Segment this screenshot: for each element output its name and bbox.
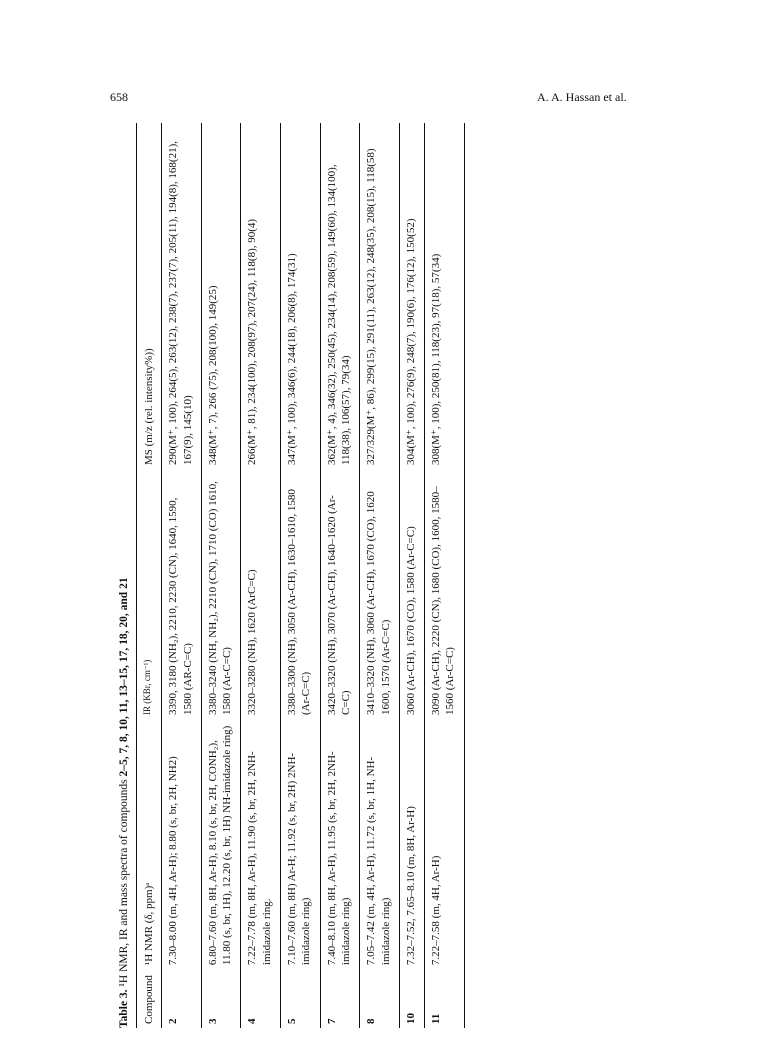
cell-nmr: 7.32–7.52, 7.65–8.10 (m, 8H, Ar-H)	[404, 806, 417, 966]
cell-ms: 304(M⁺, 100), 276(9), 248(7), 190(6), 176(12), 150(52)	[404, 218, 417, 466]
cell-compound: 7	[325, 1018, 338, 1024]
cell-ir: 3390, 3180 (NH₂), 2210, 2230 (CN), 1640, 1590, 1580 (AR-C=C)	[167, 497, 194, 716]
table-row	[281, 123, 321, 1028]
table-row	[360, 123, 400, 1028]
cell-ms: 308(M⁺, 100), 250(81), 118(23), 97(18), 57(34)	[430, 253, 443, 466]
cell-ir: 3320–3280 (NH), 1620 (ArC=C)	[246, 569, 259, 716]
table-row	[162, 123, 202, 1028]
cell-compound: 4	[246, 1018, 259, 1024]
cell-compound: 8	[365, 1018, 378, 1024]
cell-ir: 3380–3240 (NH, NH₂), 2210 (CN), 1710 (CO) 1610, 1580 (Ar-C=C)	[206, 481, 234, 716]
cell-ir: 3420–3320 (NH), 3070 (Ar-CH), 1640–1620 (Ar-C=C)	[325, 495, 352, 716]
table-row	[241, 123, 281, 1028]
table-row	[201, 123, 241, 1028]
cell-nmr: 6.80–7.60 (m, 8H, Ar-H), 8.10 (s, br, 2H, CONH₂), 11.80 (s, br, 1H), 12.20 (s, br, 1H) NH-imidazole ring)	[206, 725, 234, 966]
caption-text: ¹H NMR, IR and mass spectra of compounds	[118, 776, 130, 990]
cell-nmr: 7.10–7.60 (m, 8H) Ar-H; 11.92 (s, br, 2H) 2NH-imidazole ring)	[286, 752, 313, 966]
caption-label: Table 3.	[118, 989, 130, 1028]
header-ir: IR (KBr, cm⁻¹)	[142, 659, 152, 716]
page-number: 658	[110, 90, 128, 104]
cell-nmr: 7.05–7.42 (m, 4H, Ar-H), 11.72 (s, br, 1H, NH-imidazole ring)	[365, 756, 392, 966]
header-compound: Compound	[143, 975, 155, 1024]
table-row	[399, 123, 424, 1028]
cell-nmr: 7.40–8.10 (m, 8H, Ar-H), 11.95 (s, br, 2H, 2NH-imidazole ring)	[325, 751, 352, 966]
cell-ir: 3090 (Ar-CH), 2220 (CN), 1680 (CO), 1600, 1580–1560 (Ar-C=C)	[430, 486, 457, 716]
cell-compound: 2	[167, 1018, 180, 1024]
cell-nmr: 7.22–7.78 (m, 8H, Ar-H), 11.90 (s, br, 2H, 2NH-imidazole ring.	[246, 751, 273, 966]
table-caption	[118, 577, 130, 1028]
cell-compound: 11	[430, 1013, 443, 1024]
cell-ir: 3060 (Ar-CH), 1670 (CO), 1580 (Ar-C=C)	[404, 526, 417, 716]
cell-ir: 3380–3300 (NH), 3050 (Ar-CH), 1630–1610, 1580 (Ar-C=C)	[286, 489, 313, 716]
cell-compound: 5	[286, 1018, 299, 1024]
caption-compounds: 2–5, 7, 8, 10, 11, 13–15, 17, 18, 20, and 21	[118, 577, 130, 777]
cell-ms: 266(M⁺, 81), 234(100), 208(97), 207(24), 118(8), 90(4)	[246, 218, 259, 466]
cell-ms: 348(M⁺, 7), 266 (75), 208(100), 149(25)	[206, 285, 219, 466]
table-row	[320, 123, 360, 1028]
cell-ms: 347(M⁺, 100), 346(6), 244(18), 206(8), 174(31)	[286, 253, 299, 466]
table-header-row	[137, 123, 162, 1028]
cell-compound: 10	[404, 1013, 417, 1024]
cell-nmr: 7.30–8.00 (m, 4H, Ar-H); 8.80 (s, br, 2H, NH2)	[167, 756, 180, 966]
header-nmr: ¹H NMR (δ, ppm)ᵃ	[143, 882, 155, 966]
cell-ms: 290(M⁺, 100), 264(5), 263(12), 238(7), 237(7), 205(11), 194(8), 168(21), 167(9), 145(10)	[167, 141, 194, 466]
rotated-table-region	[110, 113, 635, 1038]
table-3	[110, 113, 635, 1038]
cell-nmr: 7.22–7.58 (m, 4H, Ar-H)	[430, 855, 443, 966]
header-ms: MS (m/z (rel. intensity%))	[143, 348, 155, 466]
cell-compound: 3	[206, 1018, 219, 1024]
cell-ms: 362(M⁺, 4), 346(32), 250(45), 234(14), 208(59), 149(60), 134(100), 118(38), 106(57), 79(34)	[325, 164, 352, 466]
cell-ms: 327/329(M⁺, 86), 299(15), 291(11), 263(12), 248(35), 208(15), 118(58)	[365, 148, 378, 466]
cell-ir: 3410–3320 (NH), 3060 (Ar-CH), 1670 (CO), 1620 1600, 1570 (Ar-C=C)	[365, 491, 392, 716]
running-head: A. A. Hassan et al.	[537, 90, 627, 104]
spectra-table	[136, 123, 465, 1028]
table-row	[425, 123, 465, 1028]
